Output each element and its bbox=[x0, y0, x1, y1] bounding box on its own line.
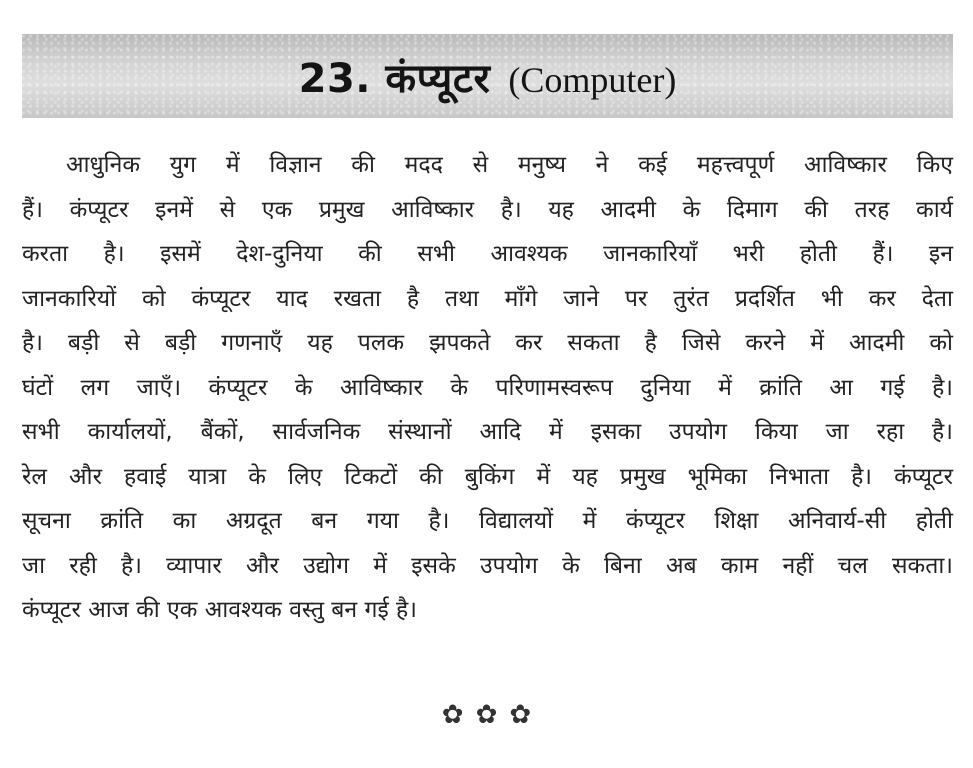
title-english: (Computer) bbox=[508, 59, 677, 100]
paragraph-line: करता है। इसमें देश-दुनिया की सभी आवश्यक जानकारियाँ भरी होती हैं। इन bbox=[22, 241, 953, 267]
paragraph-line: घंटों लग जाएँ। कंप्यूटर के आविष्कार के परिणामस्वरूप दुनिया में क्रांति आ गई है। bbox=[22, 374, 953, 401]
flower-ornament-icon: ✿ bbox=[475, 700, 498, 730]
flower-ornament-icon: ✿ bbox=[441, 700, 464, 730]
essay-paragraph bbox=[22, 143, 953, 633]
paragraph-line: रेल और हवाई यात्रा के लिए टिकटों की बुकिंग में यह प्रमुख भूमिका निभाता है। कंप्यूटर bbox=[22, 463, 953, 490]
paragraph-line: कंप्यूटर आज की एक आवश्यक वस्तु बन गई है। bbox=[22, 597, 417, 623]
paragraph-line: हैं। कंप्यूटर इनमें से एक प्रमुख आविष्कार है। यह आदमी के दिमाग की तरह कार्य bbox=[22, 196, 953, 223]
title-banner bbox=[22, 34, 953, 118]
flower-ornament-icon: ✿ bbox=[509, 700, 532, 730]
title-hindi: 23. कंप्यूटर bbox=[298, 55, 491, 102]
ornament-divider bbox=[0, 700, 973, 730]
paragraph-line: जा रही है। व्यापार और उद्योग में इसके उपयोग के बिना अब काम नहीं चल सकता। bbox=[22, 552, 953, 579]
paragraph-line: आधुनिक युग में विज्ञान की मदद से मनुष्य ने कई महत्त्वपूर्ण आविष्कार किए bbox=[66, 152, 953, 178]
paragraph-line: जानकारियों को कंप्यूटर याद रखता है तथा माँगे जाने पर तुरंत प्रदर्शित भी कर देता bbox=[22, 285, 953, 312]
paragraph-line: है। बड़ी से बड़ी गणनाएँ यह पलक झपकते कर सकता है जिसे करने में आदमी को bbox=[22, 330, 953, 356]
paragraph-line: सूचना क्रांति का अग्रदूत बन गया है। विद्यालयों में कंप्यूटर शिक्षा अनिवार्य-सी होती bbox=[22, 508, 953, 534]
page-title bbox=[299, 49, 677, 104]
paragraph-line: सभी कार्यालयों, बैंकों, सार्वजनिक संस्थानों आदि में इसका उपयोग किया जा रहा है। bbox=[22, 419, 953, 445]
